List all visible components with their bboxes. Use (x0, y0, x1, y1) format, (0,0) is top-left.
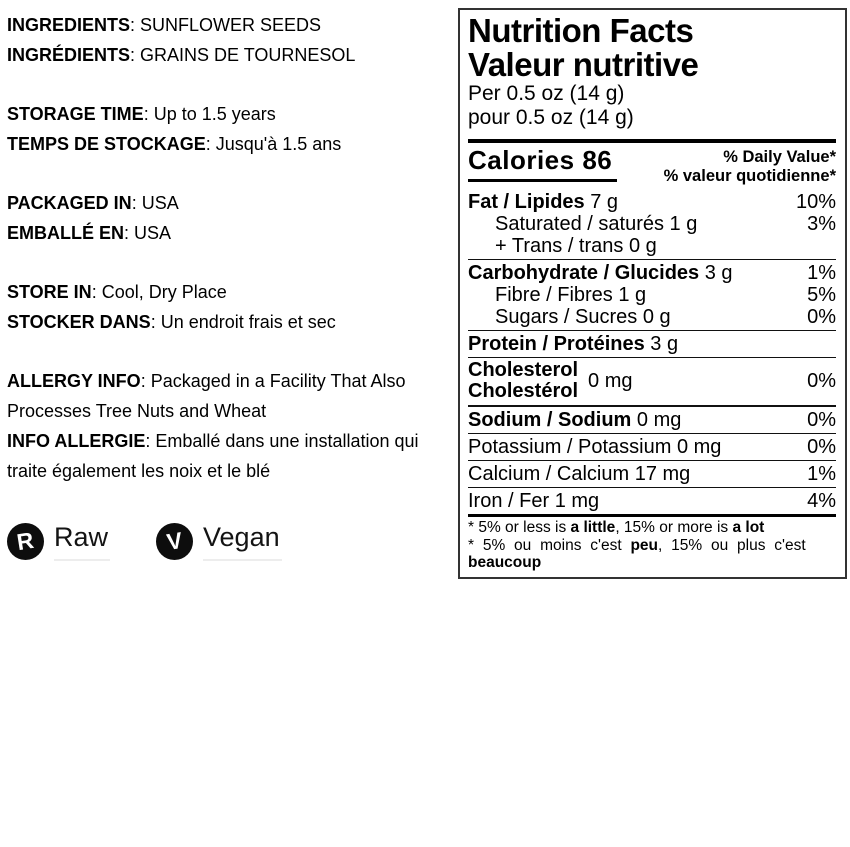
footnote-fr-peu: peu (630, 536, 659, 554)
packaged-line-en (7, 188, 457, 218)
storage-time-group (7, 99, 457, 159)
separator: : (140, 371, 151, 391)
ingredients-line-fr (7, 40, 457, 70)
footnote-fr-beaucoup: beaucoup (468, 554, 542, 571)
store-value-fr: Un endroit frais et sec (160, 312, 336, 332)
storage-line-fr (7, 129, 457, 159)
store-line-en (7, 277, 457, 307)
ingredients-label-fr: INGRÉDIENTS (7, 45, 131, 65)
sugars-dv: 0% (807, 306, 836, 328)
serving-size-fr: pour 0.5 oz (14 g) (468, 106, 634, 129)
protein-label-bold: Protein / Protéines (468, 333, 645, 355)
sodium-label-bold: Sodium / Sodium (468, 409, 632, 431)
ingredients-line-en (7, 10, 457, 40)
protein-amount: 3 g (644, 333, 679, 355)
cholesterol-dv: 0% (807, 369, 836, 392)
storage-label-fr: TEMPS DE STOCKAGE (7, 134, 206, 154)
badge-raw-label: Raw (54, 522, 110, 561)
carbohydrate-amount: 3 g (699, 262, 733, 284)
nutrient-row-trans (468, 235, 836, 257)
sugars-label: Sugars / Sucres 0 g (495, 306, 671, 328)
sodium-label (468, 409, 681, 431)
nutrient-row-saturated (468, 213, 836, 235)
nutrient-row-fibre (468, 284, 836, 306)
carbohydrate-label (468, 262, 733, 284)
fibre-label: Fibre / Fibres 1 g (495, 284, 647, 306)
calcium-label: Calcium / Calcium 17 mg (468, 463, 691, 485)
storage-value-fr: Jusqu'à 1.5 ans (215, 134, 342, 154)
separator: : (150, 312, 161, 332)
potassium-label: Potassium / Potassium 0 mg (468, 436, 722, 458)
allergy-value-fr: Emballé dans une installation qui traite également les noix et le blé (7, 431, 419, 481)
allergy-value-en: Packaged in a Facility That Also Processes Tree Nuts and Wheat (7, 371, 406, 421)
protein-label (468, 333, 678, 355)
footnote-en-text2: , 15% or more is (615, 519, 733, 536)
raw-icon (7, 523, 44, 560)
saturated-dv: 3% (807, 213, 836, 235)
separator: : (124, 223, 135, 243)
daily-value-header (664, 145, 836, 186)
serving-size-en: Per 0.5 oz (14 g) (468, 82, 625, 105)
footnote-fr-text2: , 15% ou plus c'est (658, 536, 806, 554)
footnote-en-a-lot: a lot (732, 519, 765, 536)
calories-value: Calories 86 (468, 145, 617, 182)
nutrition-facts-panel (458, 8, 847, 579)
nutrient-row-carbohydrate (468, 259, 836, 284)
allergy-info-group (7, 366, 457, 486)
separator: : (91, 282, 102, 302)
saturated-label: Saturated / saturés 1 g (495, 213, 698, 235)
nutrient-row-protein (468, 330, 836, 355)
nutrient-row-potassium (468, 433, 836, 458)
footnote-en (468, 519, 836, 537)
allergy-label-en: ALLERGY INFO (7, 371, 141, 391)
calories-row (468, 145, 836, 186)
separator: : (143, 104, 154, 124)
allergy-label-fr: INFO ALLERGIE (7, 431, 146, 451)
vegan-icon (156, 523, 193, 560)
store-line-fr (7, 307, 457, 337)
separator: : (130, 15, 141, 35)
store-value-en: Cool, Dry Place (101, 282, 227, 302)
fibre-dv: 5% (807, 284, 836, 306)
separator: : (205, 134, 216, 154)
fat-dv: 10% (795, 191, 836, 213)
fat-amount: 7 g (584, 191, 619, 213)
nutrient-row-fat (468, 191, 836, 213)
ingredients-value-en: SUNFLOWER SEEDS (140, 15, 322, 35)
daily-value-header-en: % Daily Value* (723, 148, 836, 166)
footnote-fr-text: * 5% ou moins c'est (468, 536, 631, 554)
daily-value-header-fr: % valeur quotidienne* (663, 167, 836, 185)
nutrient-row-sodium (468, 405, 836, 431)
cholesterol-label (468, 360, 578, 402)
storage-label-en: STORAGE TIME (7, 104, 144, 124)
footnote-rule (468, 514, 836, 517)
packaged-value-en: USA (141, 193, 179, 213)
daily-value-footnote (468, 519, 836, 572)
nutrition-title-en: Nutrition Facts (468, 12, 694, 49)
packaged-value-fr: USA (134, 223, 172, 243)
packaged-line-fr (7, 218, 457, 248)
nutrient-row-calcium (468, 460, 836, 485)
allergy-line-fr (7, 431, 419, 481)
nutrition-title-fr: Valeur nutritive (468, 46, 699, 83)
potassium-dv: 0% (807, 436, 836, 458)
nutrient-row-iron (468, 487, 836, 512)
footnote-fr (468, 537, 836, 572)
storage-line-en (7, 99, 457, 129)
ingredients-group (7, 10, 457, 70)
separator: : (145, 431, 156, 451)
packaged-label-fr: EMBALLÉ EN (7, 223, 124, 243)
calcium-dv: 1% (807, 463, 836, 485)
cholesterol-label-fr: Cholestérol (468, 380, 579, 402)
cholesterol-amount: 0 mg (588, 369, 633, 392)
certification-badges-row (7, 522, 457, 561)
nutrient-row-cholesterol (468, 357, 836, 402)
carbohydrate-label-bold: Carbohydrate / Glucides (468, 262, 700, 284)
cholesterol-label-en: Cholesterol (468, 359, 579, 381)
sodium-dv: 0% (807, 409, 836, 431)
fat-label-bold: Fat / Lipides (468, 191, 585, 213)
badge-raw (7, 522, 110, 561)
badge-vegan-label: Vegan (203, 522, 282, 561)
storage-value-en: Up to 1.5 years (153, 104, 276, 124)
store-label-en: STORE IN (7, 282, 92, 302)
packaged-label-en: PACKAGED IN (7, 193, 132, 213)
allergy-line-en (7, 371, 406, 421)
ingredients-value-fr: GRAINS DE TOURNESOL (140, 45, 356, 65)
trans-label: + Trans / trans 0 g (495, 235, 657, 257)
separator: : (130, 45, 141, 65)
store-label-fr: STOCKER DANS (7, 312, 151, 332)
product-info-column (7, 10, 457, 561)
footnote-en-text: * 5% or less is (468, 519, 571, 536)
iron-label: Iron / Fer 1 mg (468, 490, 600, 512)
nutrient-row-sugars (468, 306, 836, 328)
raw-icon-letter: R (15, 526, 36, 556)
thick-rule (468, 139, 836, 143)
store-in-group (7, 277, 457, 337)
packaged-in-group (7, 188, 457, 248)
ingredients-label-en: INGREDIENTS (7, 15, 131, 35)
footnote-en-a-little: a little (570, 519, 616, 536)
iron-dv: 4% (807, 490, 836, 512)
sodium-amount: 0 mg (631, 409, 682, 431)
badge-vegan (156, 522, 282, 561)
fat-label (468, 191, 618, 213)
vegan-icon-letter: V (164, 526, 185, 556)
carbohydrate-dv: 1% (807, 262, 836, 284)
separator: : (131, 193, 142, 213)
